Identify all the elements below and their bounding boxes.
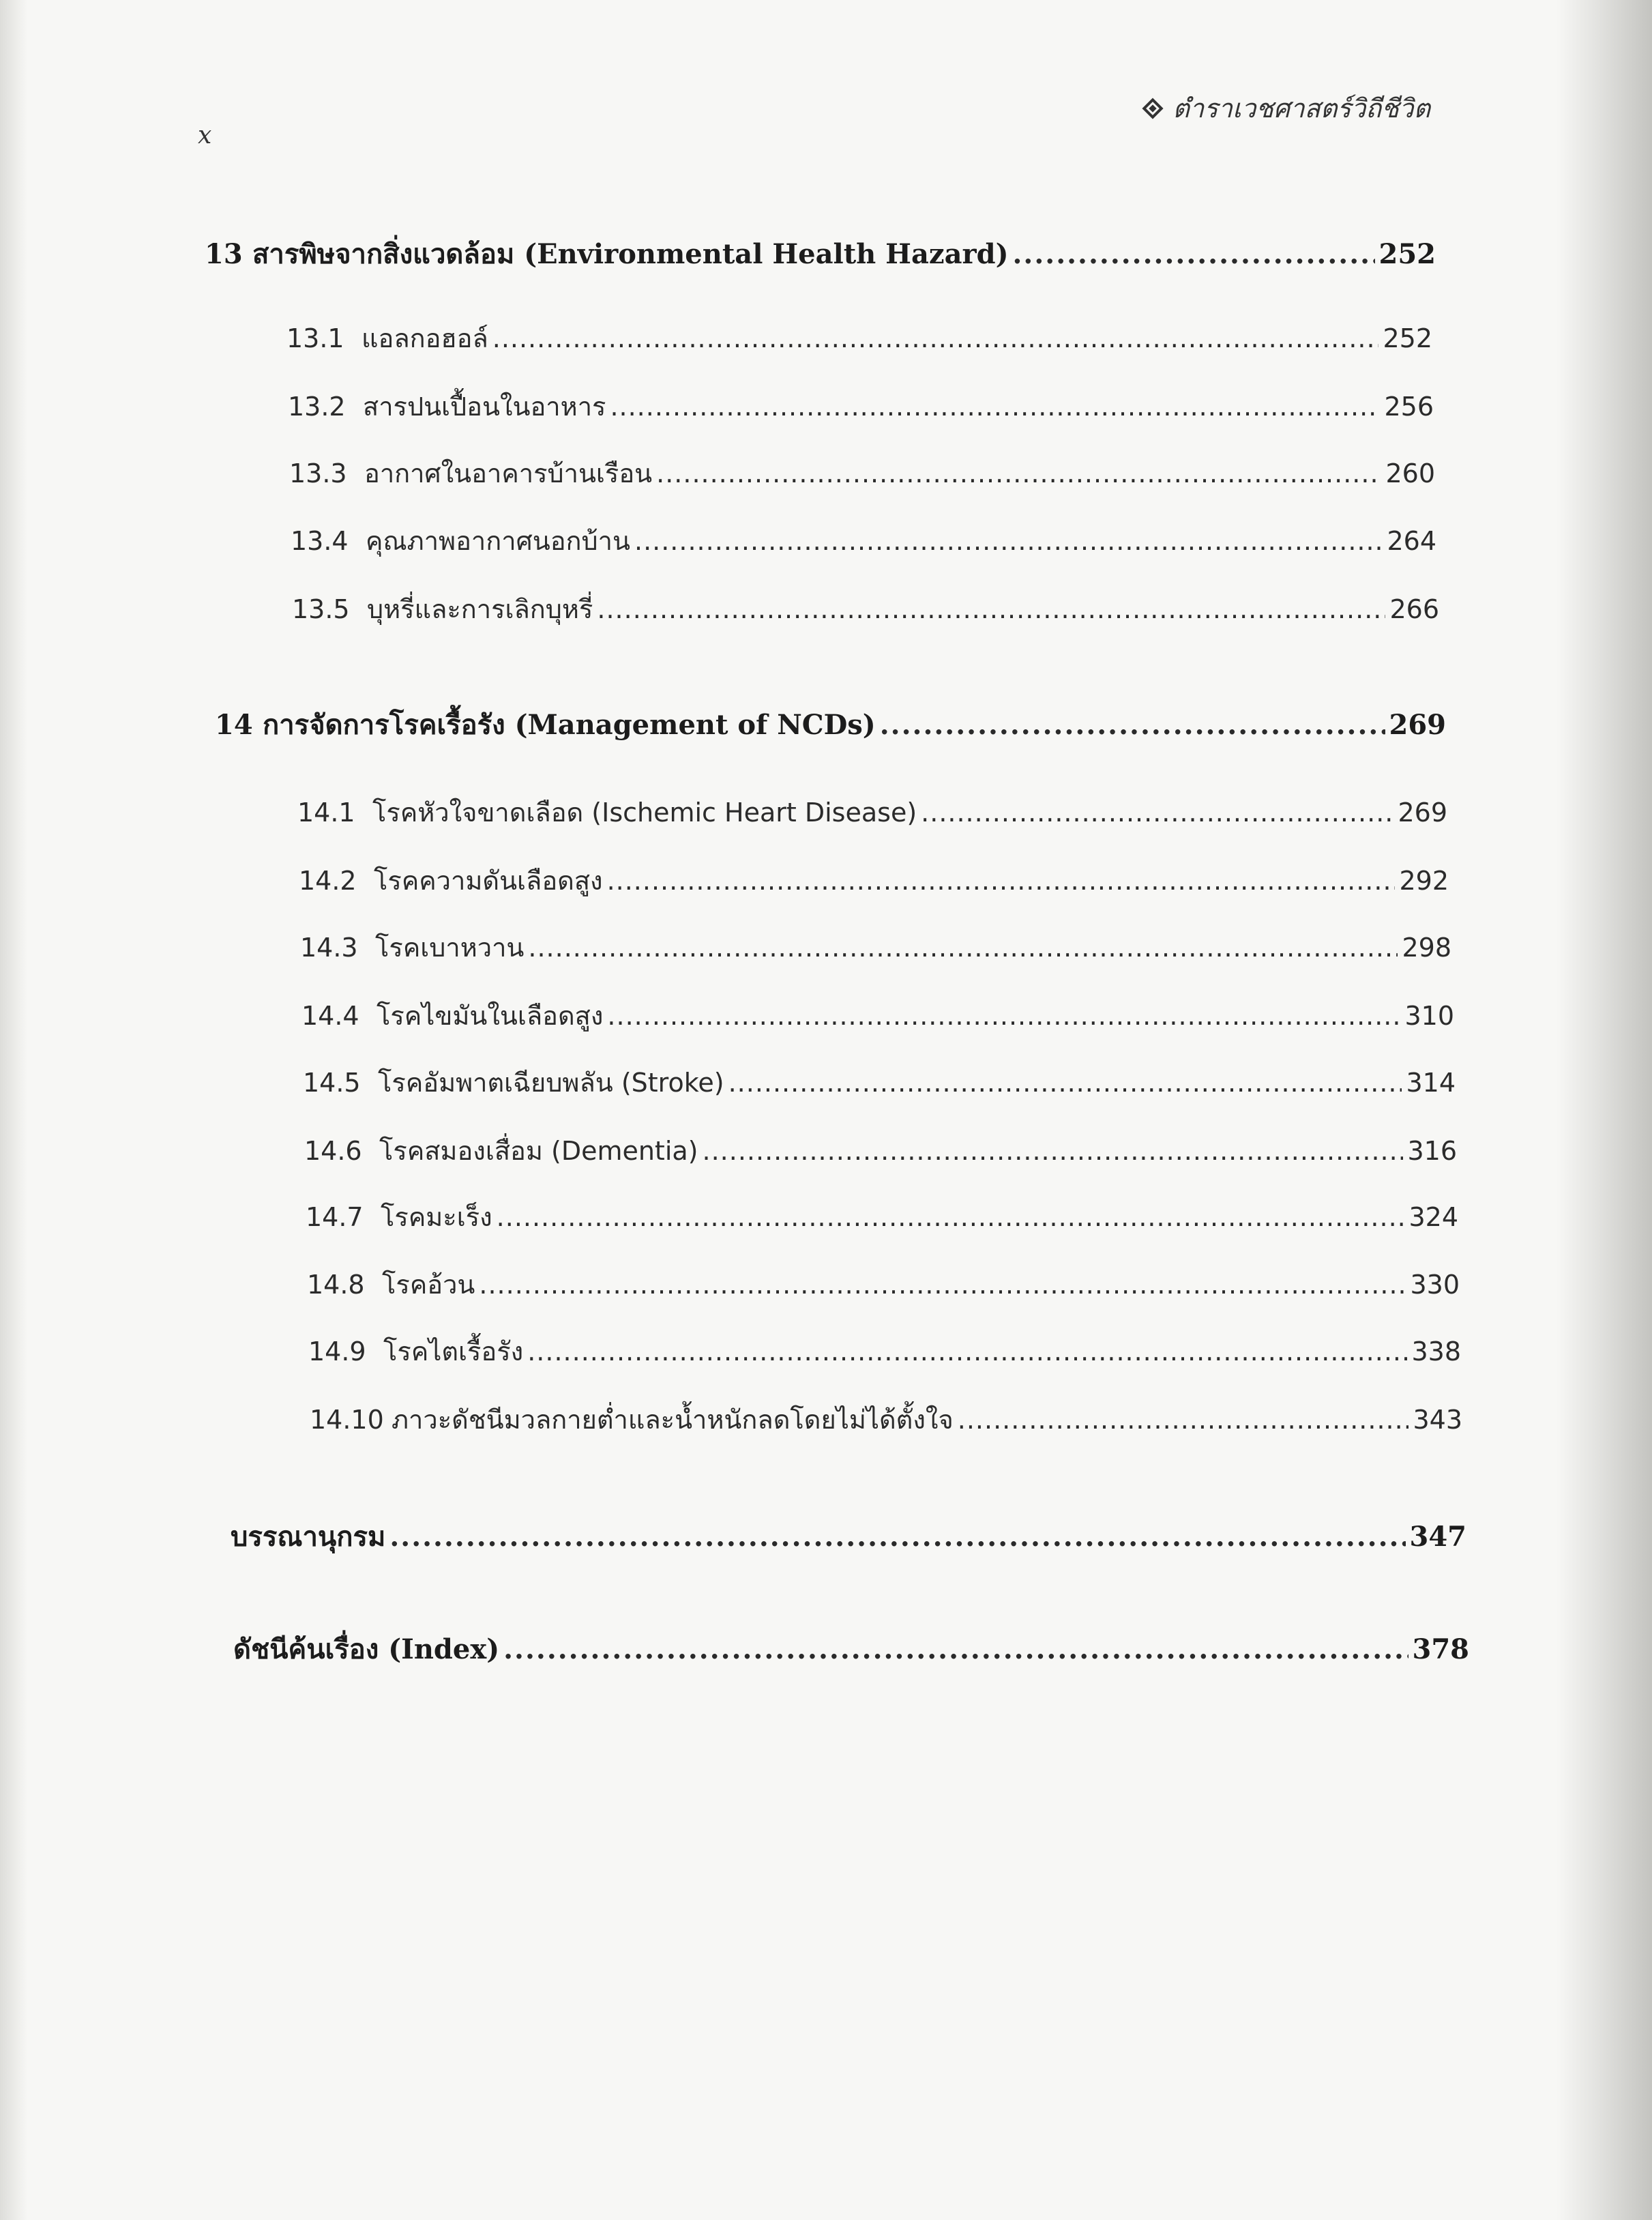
section-number: 14.3 bbox=[300, 933, 358, 963]
dot-leader bbox=[728, 1068, 1402, 1098]
dot-leader bbox=[656, 458, 1381, 488]
dot-leader bbox=[389, 1521, 1405, 1553]
section-title: แอลกอฮอล์ bbox=[362, 323, 488, 353]
section-title: โรคอ้วน bbox=[382, 1270, 475, 1300]
diamond-bullet-icon bbox=[1142, 98, 1164, 119]
dot-leader bbox=[921, 798, 1393, 828]
running-head bbox=[1145, 87, 1430, 129]
page-ref: 324 bbox=[1408, 1202, 1458, 1232]
dot-leader bbox=[597, 594, 1385, 624]
section-number: 14.1 bbox=[297, 798, 355, 828]
page-ref: 316 bbox=[1407, 1136, 1457, 1166]
toc-section-13-5[interactable] bbox=[292, 588, 1439, 630]
dot-leader bbox=[527, 1337, 1407, 1367]
chapter-number: 13 bbox=[205, 238, 243, 270]
page-number: x bbox=[198, 121, 212, 149]
section-number: 14.6 bbox=[304, 1136, 362, 1166]
dot-leader bbox=[610, 392, 1380, 422]
dot-leader bbox=[503, 1633, 1408, 1665]
section-title: โรคอัมพาตเฉียบพลัน (Stroke) bbox=[378, 1068, 724, 1098]
section-title: โรคเบาหวาน bbox=[375, 933, 525, 963]
section-title: โรคไตเรื้อรัง bbox=[383, 1337, 524, 1367]
section-title: โรคความดันเลือดสูง bbox=[374, 866, 603, 896]
dot-leader bbox=[634, 526, 1383, 556]
page-ref: 264 bbox=[1387, 526, 1436, 556]
page-ref: 310 bbox=[1404, 1001, 1454, 1031]
page-ref: 256 bbox=[1384, 392, 1434, 422]
section-number: 13.1 bbox=[286, 323, 344, 353]
section-number: 14.5 bbox=[303, 1068, 361, 1098]
toc-section-13-4[interactable] bbox=[291, 520, 1436, 561]
section-title: คุณภาพอากาศนอกบ้าน bbox=[366, 526, 630, 556]
page-ref: 378 bbox=[1412, 1633, 1469, 1665]
toc-chapter-13[interactable] bbox=[205, 232, 1436, 276]
page-ref: 260 bbox=[1385, 458, 1435, 488]
dot-leader bbox=[880, 709, 1385, 741]
section-title: โรคมะเร็ง bbox=[381, 1202, 492, 1232]
toc-section-13-2[interactable] bbox=[288, 385, 1434, 427]
page-ref: 292 bbox=[1399, 866, 1449, 896]
dot-leader bbox=[492, 323, 1379, 353]
page-ref: 269 bbox=[1389, 709, 1446, 741]
section-title: โรคหัวใจขาดเลือด (Ischemic Heart Disease) bbox=[372, 798, 917, 828]
page-ref: 298 bbox=[1402, 933, 1451, 963]
section-title: อากาศในอาคารบ้านเรือน bbox=[364, 458, 653, 488]
section-title: โรคสมองเสื่อม (Dementia) bbox=[379, 1136, 698, 1166]
section-title: โรคไขมันในเลือดสูง bbox=[377, 1001, 604, 1031]
dot-leader bbox=[528, 933, 1398, 963]
chapter-title: สารพิษจากสิ่งแวดล้อม (Environmental Health Hazard) bbox=[252, 238, 1009, 270]
toc-section-13-3[interactable] bbox=[289, 452, 1435, 494]
toc-section-14-10[interactable] bbox=[310, 1399, 1462, 1440]
dot-leader bbox=[479, 1270, 1406, 1300]
page-ref: 314 bbox=[1406, 1068, 1456, 1098]
section-number: 13.2 bbox=[288, 392, 346, 422]
dot-leader bbox=[607, 1001, 1400, 1031]
index-title: ดัชนีค้นเรื่อง (Index) bbox=[233, 1633, 500, 1665]
section-number: 14.9 bbox=[308, 1337, 366, 1367]
page-ref: 269 bbox=[1398, 798, 1447, 828]
page-ref: 338 bbox=[1411, 1337, 1461, 1367]
dot-leader bbox=[497, 1202, 1405, 1232]
section-number: 14.7 bbox=[306, 1202, 364, 1232]
section-title: ภาวะดัชนีมวลกายต่ำและน้ำหนักลดโดยไม่ได้ตั้งใจ bbox=[392, 1405, 954, 1435]
section-number: 13.4 bbox=[291, 526, 349, 556]
chapter-title: การจัดการโรคเรื้อรัง (Management of NCDs) bbox=[263, 709, 876, 741]
section-number: 13.3 bbox=[289, 458, 347, 488]
toc-section-14-3[interactable] bbox=[300, 926, 1451, 968]
toc-section-14-6[interactable] bbox=[304, 1130, 1457, 1171]
page-ref: 343 bbox=[1413, 1405, 1462, 1435]
chapter-number: 14 bbox=[215, 709, 253, 741]
binding-shadow bbox=[0, 0, 27, 2220]
toc-section-14-1[interactable] bbox=[297, 791, 1447, 833]
toc-section-14-8[interactable] bbox=[307, 1264, 1460, 1305]
toc-section-14-4[interactable] bbox=[301, 995, 1454, 1036]
section-title: สารปนเปื้อนในอาหาร bbox=[363, 392, 606, 422]
toc-section-14-5[interactable] bbox=[303, 1062, 1456, 1103]
section-number: 14.2 bbox=[299, 866, 357, 896]
toc-bibliography[interactable] bbox=[231, 1515, 1466, 1558]
dot-leader bbox=[958, 1405, 1409, 1435]
toc-chapter-14[interactable] bbox=[215, 703, 1446, 746]
running-title: ตำราเวชศาสตร์วิถีชีวิต bbox=[1172, 93, 1430, 123]
toc-section-14-2[interactable] bbox=[299, 860, 1449, 901]
page-ref: 252 bbox=[1383, 323, 1432, 353]
toc-section-13-1[interactable] bbox=[286, 317, 1432, 359]
section-title: บุหรี่และการเลิกบุหรี่ bbox=[367, 594, 593, 624]
dot-leader bbox=[1013, 238, 1375, 270]
section-number: 13.5 bbox=[292, 594, 350, 624]
page-ref: 266 bbox=[1389, 594, 1439, 624]
toc-index[interactable] bbox=[233, 1627, 1469, 1671]
toc-section-14-9[interactable] bbox=[308, 1330, 1461, 1372]
dot-leader bbox=[703, 1136, 1404, 1166]
section-number: 14.4 bbox=[301, 1001, 359, 1031]
section-number: 14.10 bbox=[310, 1405, 384, 1435]
page-ref: 347 bbox=[1409, 1521, 1466, 1553]
bibliography-title: บรรณานุกรม bbox=[231, 1521, 386, 1553]
dot-leader bbox=[607, 866, 1396, 896]
page-ref: 252 bbox=[1378, 238, 1436, 270]
page-ref: 330 bbox=[1410, 1270, 1460, 1300]
page-edge-shadow bbox=[1557, 0, 1652, 2220]
section-number: 14.8 bbox=[307, 1270, 365, 1300]
toc-section-14-7[interactable] bbox=[306, 1196, 1458, 1238]
